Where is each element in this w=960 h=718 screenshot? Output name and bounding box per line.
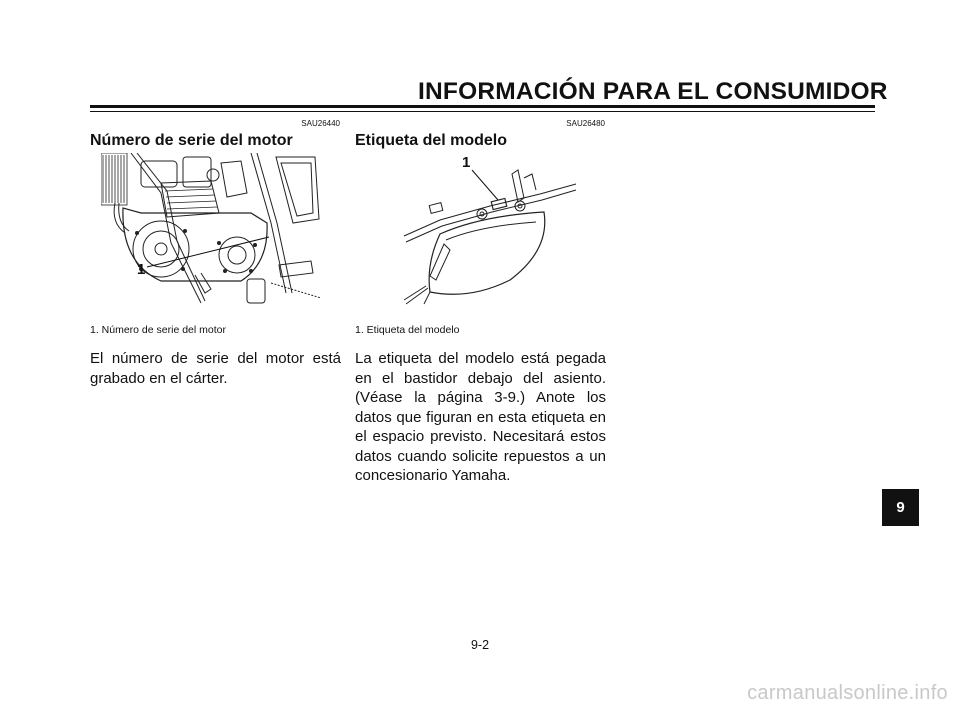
header-rule-thin [90,111,875,112]
watermark: carmanualsonline.info [747,682,948,704]
chapter-tab: 9 [882,489,919,526]
page-number: 9-2 [470,638,490,652]
header-rule-thick [90,105,875,108]
model-label-figure [400,160,580,310]
model-label-callout: 1 [462,154,471,171]
engine-figure [101,153,323,308]
right-section-title: Etiqueta del modelo [355,132,508,149]
page-header-title: INFORMACIÓN PARA EL CONSUMIDOR [418,78,888,105]
left-figure-caption: 1. Número de serie del motor [90,324,226,336]
engine-figure-callout: 1 [137,261,146,278]
right-section-code: SAU26480 [566,119,605,128]
right-figure-caption: 1. Etiqueta del modelo [355,324,460,336]
left-section-title: Número de serie del motor [90,132,293,149]
left-section-code: SAU26440 [301,119,340,128]
right-body-text: La etiqueta del modelo está pegada en el bastidor debajo del asiento. (Véase la página 3-9.) Anote los datos que figuran en esta etiqueta en el espacio previsto. Necesitará estos datos cuando solicite repuestos a un concesionario Yamaha. [355,350,606,484]
left-body-text: El número de serie del motor está grabado en el cárter. [90,350,341,387]
